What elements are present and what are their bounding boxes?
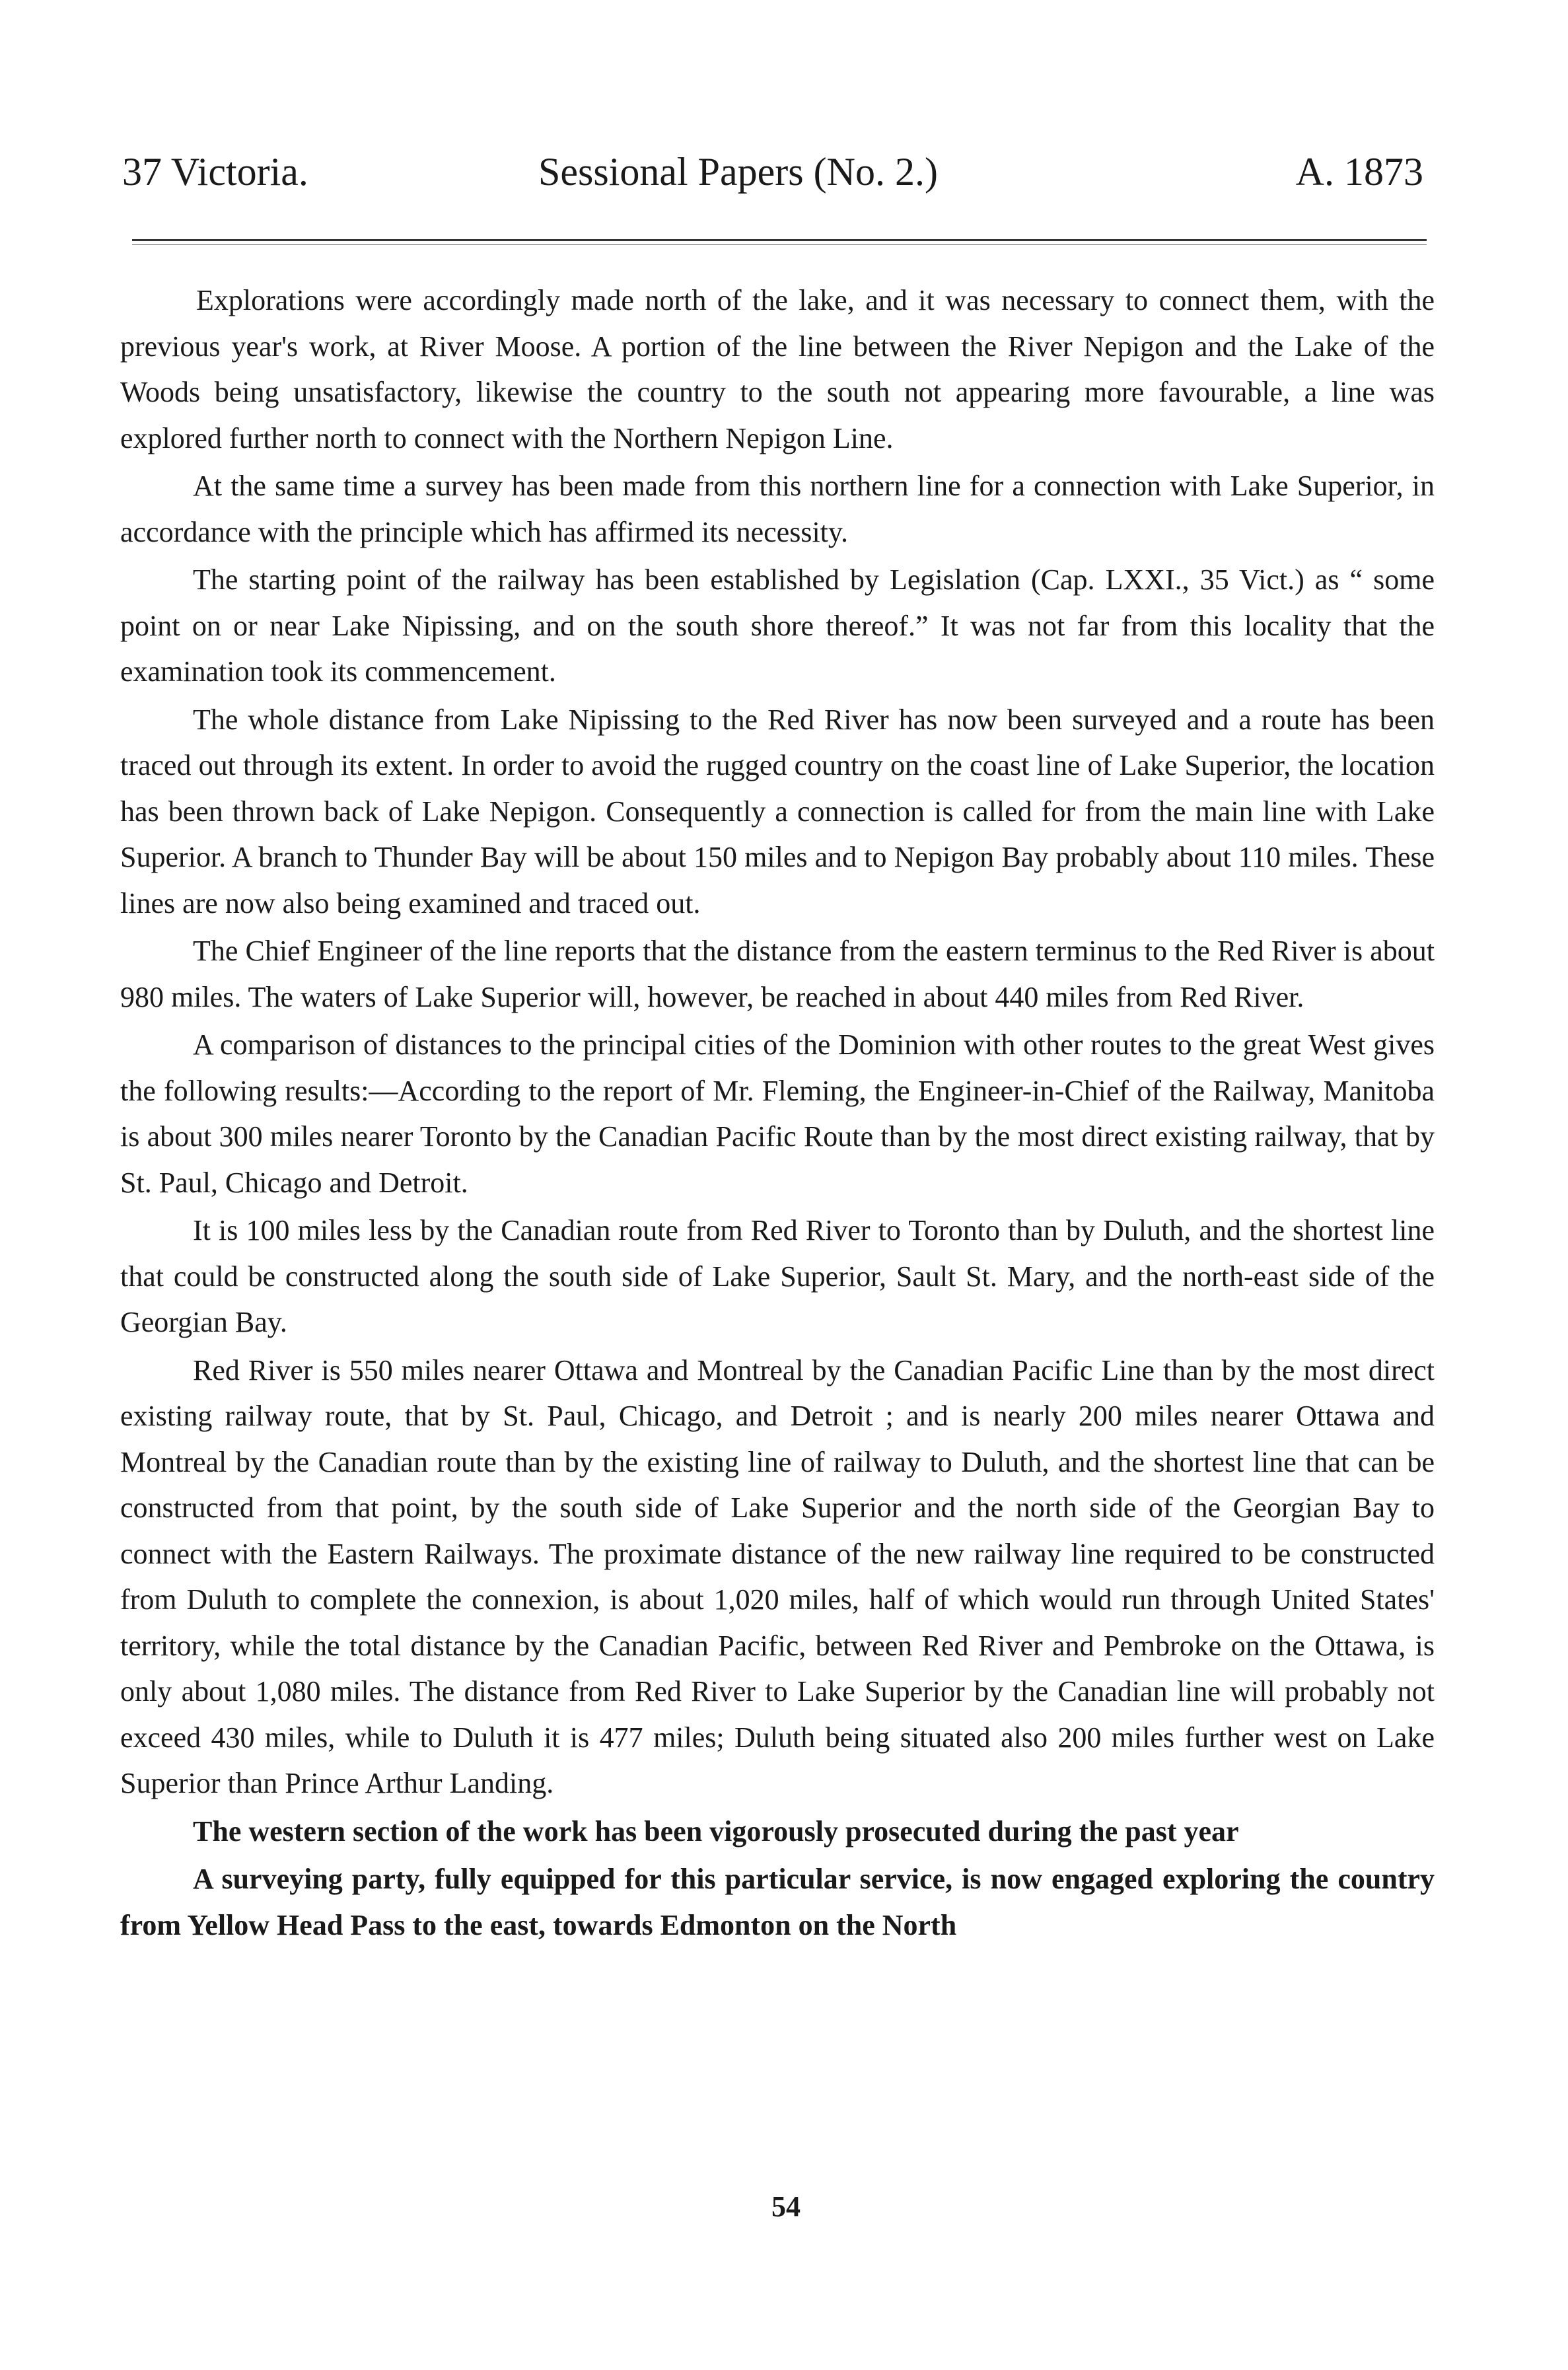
header-year: A. 1873	[1295, 150, 1423, 194]
header-rule	[132, 239, 1427, 241]
header-sessional-papers: Sessional Papers (No. 2.)	[538, 150, 938, 194]
body-text	[120, 277, 1435, 1948]
paragraph: It is 100 miles less by the Canadian route from Red River to Toronto than by Duluth, and the shortest line that could be constructed along the south side of Lake Superior, Sault St. Mary, and the north-east side of the Georgian Bay.	[120, 1214, 1435, 1338]
paragraph: The starting point of the railway has been established by Legislation (Cap. LXXI., 35 Vict.) as “ some point on or near Lake Nipissing, and on the south shore thereof.” It was not far from this locality that the examination took its commencement.	[120, 563, 1435, 688]
header-regnal-year: 37 Victoria.	[122, 150, 308, 194]
paragraph: At the same time a survey has been made from this northern line for a connection with Lake Superior, in accordance with the principle which has affirmed its necessity.	[120, 470, 1435, 548]
paragraph: The Chief Engineer of the line reports that the distance from the eastern terminus to the Red River is about 980 miles. The waters of Lake Superior will, however, be reached in about 440 miles from Red River.	[120, 935, 1435, 1013]
paragraph: Red River is 550 miles nearer Ottawa and Montreal by the Canadian Pacific Line than by the most direct existing railway route, that by St. Paul, Chicago, and Detroit ; and is nearly 200 miles nearer Ottawa and Montreal by the Canadian route than by the existing line of railway to Duluth, and the shortest line that can be constructed from that point, by the south side of Lake Superior and the north side of the Georgian Bay to connect with the Eastern Railways. The proximate distance of the new railway line required to be constructed from Duluth to complete the connexion, is about 1,020 miles, half of which would run through United States' territory, while the total distance by the Canadian Pacific, between Red River and Pembroke on the Ottawa, is only about 1,080 miles. The distance from Red River to Lake Superior by the Canadian line will probably not exceed 430 miles, while to Duluth it is 477 miles; Duluth being situated also 200 miles further west on Lake Superior than Prince Arthur Landing.	[120, 1353, 1435, 1799]
header-rule-thin	[132, 244, 1427, 245]
paragraph: A comparison of distances to the principal cities of the Dominion with other routes to the great West gives the following results:—According to the report of Mr. Fleming, the Engineer-in-Chief of the Railway, Manitoba is about 300 miles nearer Toronto by the Canadian Pacific Route than by the most direct existing railway, that by St. Paul, Chicago and Detroit.	[120, 1028, 1435, 1199]
paragraph: The whole distance from Lake Nipissing to the Red River has now been surveyed and a route has been traced out through its extent. In order to avoid the rugged country on the coast line of Lake Superior, the location has been thrown back of Lake Nepigon. Consequently a connection is called for from the main line with Lake Superior. A branch to Thunder Bay will be about 150 miles and to Nepigon Bay probably about 110 miles. These lines are now also being examined and traced out.	[120, 703, 1435, 919]
page-number: 54	[771, 2190, 801, 2223]
paragraph: Explorations were accordingly made north of the lake, and it was necessary to connect them, with the previous year's work, at River Moose. A portion of the line between the River Nepigon and the Lake of the Woods being unsatisfactory, likewise the country to the south not appearing more favourable, a line was explored further north to connect with the Northern Nepigon Line.	[120, 284, 1435, 454]
running-header	[122, 135, 1423, 208]
paragraph: A surveying party, fully equipped for this particular service, is now engaged exploring the country from Yellow Head Pass to the east, towards Edmonton on the North	[120, 1863, 1435, 1941]
paragraph: The western section of the work has been vigorously prosecuted during the past year	[193, 1814, 1239, 1848]
